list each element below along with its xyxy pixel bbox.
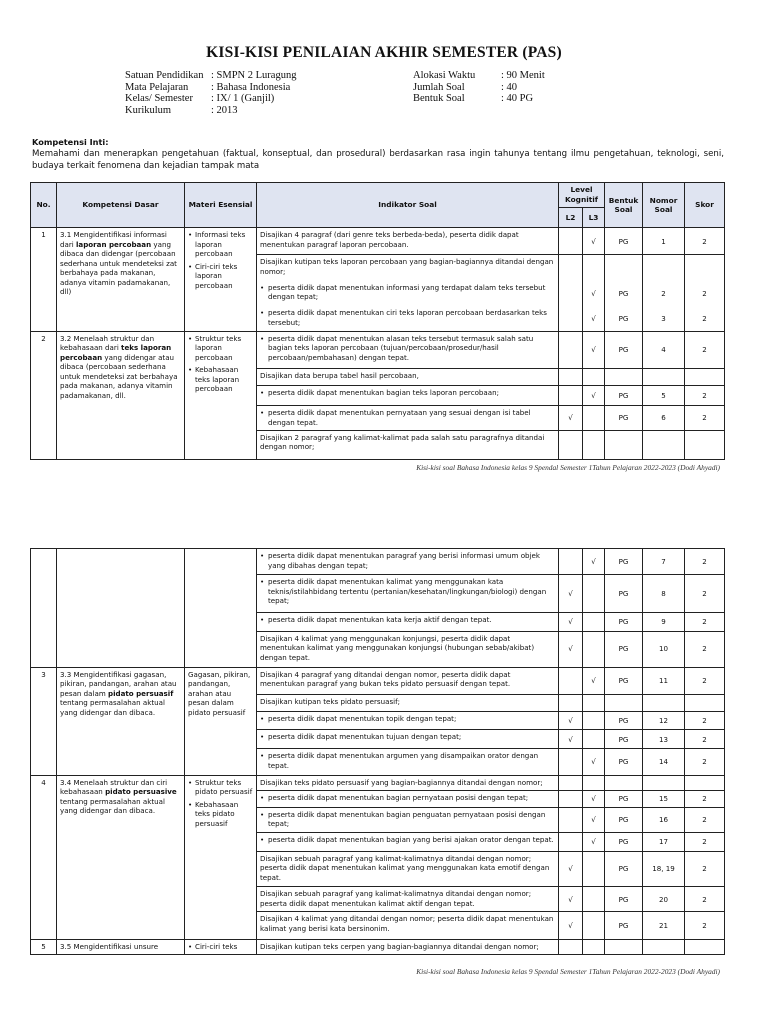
bentuk-cell: PG [605,912,643,939]
kompetensi-inti-heading: Kompetensi Inti: [32,137,109,147]
nomor-cell: 7 [643,549,685,575]
indikator-cell: Disajikan 4 paragraf (dari genre teks berbeda-beda), peserta didik dapat menentukan paragraf laporan percobaan. [257,228,559,255]
materi-item: Struktur teks pidato persuasif [195,777,253,797]
meta-value: : Bahasa Indonesia [211,81,291,93]
kd-text: tentang permasalahan aktual yang didengar dan dibaca. [60,796,165,816]
bullet-icon: • [260,792,265,802]
indikator-text: peserta didik dapat menentukan topik dengan tepat; [268,713,457,723]
header-materi: Materi Esensial [185,183,257,228]
indikator-cell [257,790,559,807]
skor-cell: 2 [685,331,725,368]
indikator-cell [257,385,559,406]
l3-cell [583,575,605,613]
nomor-cell: 13 [643,730,685,749]
kd-bold-text: pidato persuasif [108,688,174,698]
indikator-cell [257,832,559,851]
l3-cell: √ [583,549,605,575]
indikator-cell [257,749,559,775]
indikator-cell [257,711,559,730]
header-indikator: Indikator Soal [257,183,559,228]
bullet-icon: • [188,941,193,951]
meta-value: : 90 Menit [501,70,545,81]
bullet-icon: • [260,809,265,819]
indikator-text: peserta didik dapat menentukan paragraf yang berisi informasi umum objek yang dibahas dengan tepat; [268,551,540,570]
header-skor: Skor [685,183,725,228]
bullet-icon: • [188,777,193,787]
l2-cell [559,749,583,775]
l3-cell: √ [583,306,605,331]
skor-cell: 2 [685,667,725,694]
indikator-cell [257,575,559,613]
bentuk-cell: PG [605,711,643,730]
skor-cell: 2 [685,385,725,406]
row-number [31,549,57,668]
materi-item: Ciri-ciri teks [195,941,238,951]
skor-cell: 2 [685,851,725,887]
nomor-cell: 18, 19 [643,851,685,887]
meta-key: Satuan Pendidikan [125,70,204,81]
bentuk-cell: PG [605,549,643,575]
nomor-cell: 20 [643,887,685,912]
meta-value: : 40 [501,81,518,93]
l3-cell: √ [583,749,605,775]
nomor-cell: 5 [643,385,685,406]
l3-cell [583,406,605,431]
indikator-cell: Disajikan 4 kalimat yang ditandai dengan nomor; peserta didik dapat menentukan kalimat yang berisi kata bersinonim. [257,912,559,939]
bullet-icon: • [260,333,265,343]
bullet-icon: • [188,261,193,271]
kd-bold-text: pidato persuasive [105,787,177,797]
meta-key: Kurikulum [125,104,172,116]
l2-cell [559,331,583,368]
indikator-cell: Disajikan sebuah paragraf yang kalimat-kalimatnya ditandai dengan nomor; peserta didik dapat menentukan kalimat yang menggunakan kata emotif dengan tepat. [257,851,559,887]
bullet-icon: • [260,282,265,292]
l2-cell: √ [559,851,583,887]
l2-cell [559,306,583,331]
bullet-icon: • [188,333,193,343]
bentuk-cell: PG [605,667,643,694]
indikator-text: peserta didik dapat menentukan argumen yang disampaikan orator dengan tepat. [268,751,539,770]
l3-cell [583,912,605,939]
meta-key: Mata Pelajaran [125,81,189,93]
indikator-cell: Disajikan kutipan teks cerpen yang bagian-bagiannya ditandai dengan nomor; [257,939,559,954]
l2-cell [559,228,583,255]
skor-cell: 2 [685,281,725,307]
nomor-cell: 12 [643,711,685,730]
kd-bold-text: laporan percobaan [76,239,152,249]
indikator-cell: Disajikan 4 kalimat yang menggunakan konjungsi, peserta didik dapat menentukan kalimat yang menggunakan konjungsi (hubungan sebab/akibat) dengan tepat. [257,631,559,667]
nomor-cell: 21 [643,912,685,939]
kd-bold-text: teks laporan percobaan [60,343,172,362]
bentuk-cell: PG [605,790,643,807]
indikator-cell: Disajikan data berupa tabel hasil percobaan, [257,368,559,385]
indikator-text: peserta didik dapat menentukan informasi yang terdapat dalam teks tersebut dengan tepat; [268,282,546,302]
bentuk-cell: PG [605,832,643,851]
kompetensi-dasar-cell [57,775,185,939]
skor-cell: 2 [685,406,725,431]
indikator-cell: Disajikan kutipan teks laporan percobaan yang bagian-bagiannya ditandai dengan nomor; [257,255,559,281]
header-bentuk: Bentuk Soal [605,183,643,228]
kompetensi-dasar-cell [57,549,185,668]
materi-cell: Gagasan, pikiran, pandangan, arahan atau pesan dalam pidato persuasif [185,667,257,775]
bentuk-cell: PG [605,807,643,832]
l2-cell: √ [559,406,583,431]
skor-cell: 2 [685,730,725,749]
l2-cell: √ [559,612,583,631]
kd-text: 3.4 Menelaah struktur dan ciri kebahasaan [60,777,168,797]
nomor-cell: 9 [643,612,685,631]
l2-cell [559,667,583,694]
materi-cell [185,775,257,939]
bullet-icon: • [260,834,265,844]
l3-cell: √ [583,667,605,694]
skor-cell: 2 [685,807,725,832]
header-nomor: Nomor Soal [643,183,685,228]
kompetensi-dasar-cell [57,228,185,331]
skor-cell: 2 [685,631,725,667]
nomor-cell: 1 [643,228,685,255]
l2-cell: √ [559,631,583,667]
row-number: 3 [31,667,57,775]
footer-page2: Kisi-kisi soal Bahasa Indonesia kelas 9 Spendal Semester 1Tahun Pelajaran 2022-2023 (Dodi Ahyadi) [416,967,720,976]
indikator-cell [257,406,559,431]
indikator-text: peserta didik dapat menentukan alasan teks tersebut termasuk salah satu bagian teks laporan percobaan (tujuan/percobaan/prosedur/hasil percobaan/pembahasan) dengan tepat. [268,333,534,362]
skor-cell: 2 [685,228,725,255]
indikator-text: peserta didik dapat menentukan tujuan dengan tepat; [268,732,462,742]
nomor-cell: 11 [643,667,685,694]
indikator-cell: Disajikan kutipan teks pidato persuasif; [257,694,559,711]
bullet-icon: • [260,751,265,761]
indikator-text: peserta didik dapat menentukan bagian yang berisi ajakan orator dengan tepat. [268,834,554,844]
l3-cell [583,711,605,730]
indikator-cell [257,807,559,832]
l3-cell: √ [583,228,605,255]
bentuk-cell: PG [605,749,643,775]
kompetensi-inti [32,136,724,172]
bullet-icon: • [188,230,193,240]
materi-item: Informasi teks laporan percobaan [195,230,246,259]
row-number: 1 [31,228,57,331]
header-no: No. [31,183,57,228]
nomor-cell: 16 [643,807,685,832]
skor-cell: 2 [685,612,725,631]
indikator-cell [257,730,559,749]
bentuk-cell: PG [605,730,643,749]
skor-cell: 2 [685,306,725,331]
materi-item: Struktur teks laporan percobaan [195,333,242,362]
bullet-icon: • [188,799,193,809]
l2-cell: √ [559,730,583,749]
kompetensi-dasar-cell [57,667,185,775]
l3-cell [583,631,605,667]
bullet-icon: • [260,308,265,318]
indikator-text: peserta didik dapat menentukan kata kerja aktif dengan tepat. [268,614,492,624]
skor-cell: 2 [685,912,725,939]
indikator-text: peserta didik dapat menentukan bagian teks laporan percobaan; [268,387,500,397]
l3-cell: √ [583,331,605,368]
materi-cell [185,939,257,954]
header-kompetensi-dasar: Kompetensi Dasar [57,183,185,228]
kompetensi-dasar-cell: 3.5 Mengidentifikasi unsure [57,939,185,954]
materi-cell [185,331,257,459]
kd-text: yang dibaca dan didengar (percobaan sederhana untuk mendeteksi zat berbahaya pada makanan, adanya vitamin padamakanan, dll) [60,239,177,297]
bentuk-cell: PG [605,331,643,368]
bentuk-cell: PG [605,385,643,406]
kd-text: 3.2 Menelaah struktur dan kebahasaan dari [60,333,155,353]
header-l3: L3 [583,207,605,228]
kompetensi-dasar-cell [57,331,185,459]
kd-text: 3.3 Mengidentifikasi gagasan, pikiran, pandangan, arahan atau pesan dalam [60,669,177,698]
l2-cell: √ [559,575,583,613]
bentuk-cell: PG [605,887,643,912]
materi-item: Kebahasaan teks pidato persuasif [195,799,239,828]
row-number: 2 [31,331,57,459]
bentuk-cell: PG [605,575,643,613]
nomor-cell: 4 [643,331,685,368]
l3-cell [583,612,605,631]
l2-cell [559,790,583,807]
bentuk-cell: PG [605,281,643,307]
l3-cell [583,887,605,912]
meta-key: Alokasi Waktu [413,70,476,81]
indikator-cell: Disajikan sebuah paragraf yang kalimat-kalimatnya ditandai dengan nomor; peserta didik dapat menentukan kalimat aktif dengan tepat. [257,887,559,912]
l3-cell: √ [583,385,605,406]
nomor-cell: 17 [643,832,685,851]
indikator-cell [257,331,559,368]
materi-item: Ciri-ciri teks laporan percobaan [195,261,238,290]
skor-cell: 2 [685,575,725,613]
skor-cell: 2 [685,749,725,775]
bullet-icon: • [260,732,265,742]
bullet-icon: • [260,577,265,587]
row-number: 5 [31,939,57,954]
bentuk-cell: PG [605,306,643,331]
l2-cell: √ [559,711,583,730]
indikator-text: peserta didik dapat menentukan bagian penguatan pernyataan posisi dengan tepat; [268,809,546,829]
l3-cell [583,851,605,887]
l2-cell [559,385,583,406]
bentuk-cell: PG [605,228,643,255]
indikator-cell: Disajikan 4 paragraf yang ditandai dengan nomor, peserta didik dapat menentukan paragraf yang bukan teks pidato persuasif dengan tepat. [257,667,559,694]
indikator-cell: Disajikan 2 paragraf yang kalimat-kalimat pada salah satu paragrafnya ditandai dengan nomor; [257,430,559,459]
nomor-cell: 3 [643,306,685,331]
kompetensi-inti-text: Memahami dan menerapkan pengetahuan (faktual, konseptual, dan prosedural) berdasarkan rasa ingin tahunya tentang ilmu pengetahuan, teknologi, seni, budaya terkait fenomena dan kejadian tampak mata [32,149,724,171]
skor-cell: 2 [685,711,725,730]
l2-cell [559,832,583,851]
l3-cell [583,730,605,749]
skor-cell: 2 [685,887,725,912]
indikator-cell [257,306,559,331]
indikator-cell [257,549,559,575]
l3-cell: √ [583,832,605,851]
meta-right [413,70,545,105]
header-level: Level Kognitif [559,183,605,208]
materi-cell [185,549,257,668]
l3-cell: √ [583,281,605,307]
indikator-text: peserta didik dapat menentukan kalimat yang menggunakan kata teknis/istilahbidang tertentu (pertanian/kesehatan/lingkungan/biologi) dengan tepat; [268,577,547,606]
meta-value: : 40 PG [501,93,534,104]
indikator-text: peserta didik dapat menentukan bagian pernyataan posisi dengan tepat; [268,792,529,802]
meta-left [125,70,296,116]
nomor-cell: 8 [643,575,685,613]
nomor-cell: 14 [643,749,685,775]
kd-text: yang didengar atau dibaca (percobaan sederhana untuk mendeteksi zat berbahaya pada makanan, adanya vitamin padamakanan, dll. [60,352,178,400]
kd-text: tentang permasalahan aktual yang didengar dan dibaca. [60,698,165,717]
meta-key: Jumlah Soal [413,81,465,93]
header-l2: L2 [559,207,583,228]
l2-cell [559,807,583,832]
skor-cell: 2 [685,790,725,807]
l3-cell: √ [583,807,605,832]
nomor-cell: 15 [643,790,685,807]
bullet-icon: • [188,365,193,375]
indikator-cell [257,612,559,631]
bullet-icon: • [260,713,265,723]
bentuk-cell: PG [605,612,643,631]
l2-cell: √ [559,912,583,939]
footer-page1: Kisi-kisi soal Bahasa Indonesia kelas 9 Spendal Semester 1Tahun Pelajaran 2022-2023 (Dodi Ahyadi) [416,463,720,472]
row-number: 4 [31,775,57,939]
bentuk-cell: PG [605,631,643,667]
materi-cell [185,228,257,331]
kisi-table-page2 [30,548,725,955]
page-title: KISI-KISI PENILAIAN AKHIR SEMESTER (PAS) [206,44,562,61]
bentuk-cell: PG [605,851,643,887]
indikator-text: peserta didik dapat menentukan ciri teks laporan percobaan berdasarkan teks tersebut; [268,308,547,327]
indikator-text: peserta didik dapat menentukan pernyataan yang sesuai dengan isi tabel dengan tepat. [268,408,531,427]
skor-cell: 2 [685,832,725,851]
meta-value: : IX/ 1 (Ganjil) [211,93,275,104]
indikator-cell: Disajikan teks pidato persuasif yang bagian-bagiannya ditandai dengan nomor; [257,775,559,790]
nomor-cell: 10 [643,631,685,667]
meta-value: : 2013 [211,104,238,116]
l2-cell: √ [559,887,583,912]
indikator-cell [257,281,559,307]
skor-cell: 2 [685,549,725,575]
bentuk-cell: PG [605,406,643,431]
kd-text: 3.1 Mengidentifikasi informasi dari [60,230,167,249]
meta-value: : SMPN 2 Luragung [211,70,297,81]
meta-key: Kelas/ Semester [125,93,193,104]
materi-item: Kebahasaan teks laporan percobaan [195,365,240,394]
bullet-icon: • [260,551,265,560]
nomor-cell: 2 [643,281,685,307]
bullet-icon: • [260,408,265,418]
bullet-icon: • [260,614,265,624]
l2-cell [559,549,583,575]
meta-key: Bentuk Soal [413,93,465,104]
kisi-table-page1 [30,182,725,460]
l3-cell: √ [583,790,605,807]
bullet-icon: • [260,387,265,397]
nomor-cell: 6 [643,406,685,431]
l2-cell [559,281,583,307]
